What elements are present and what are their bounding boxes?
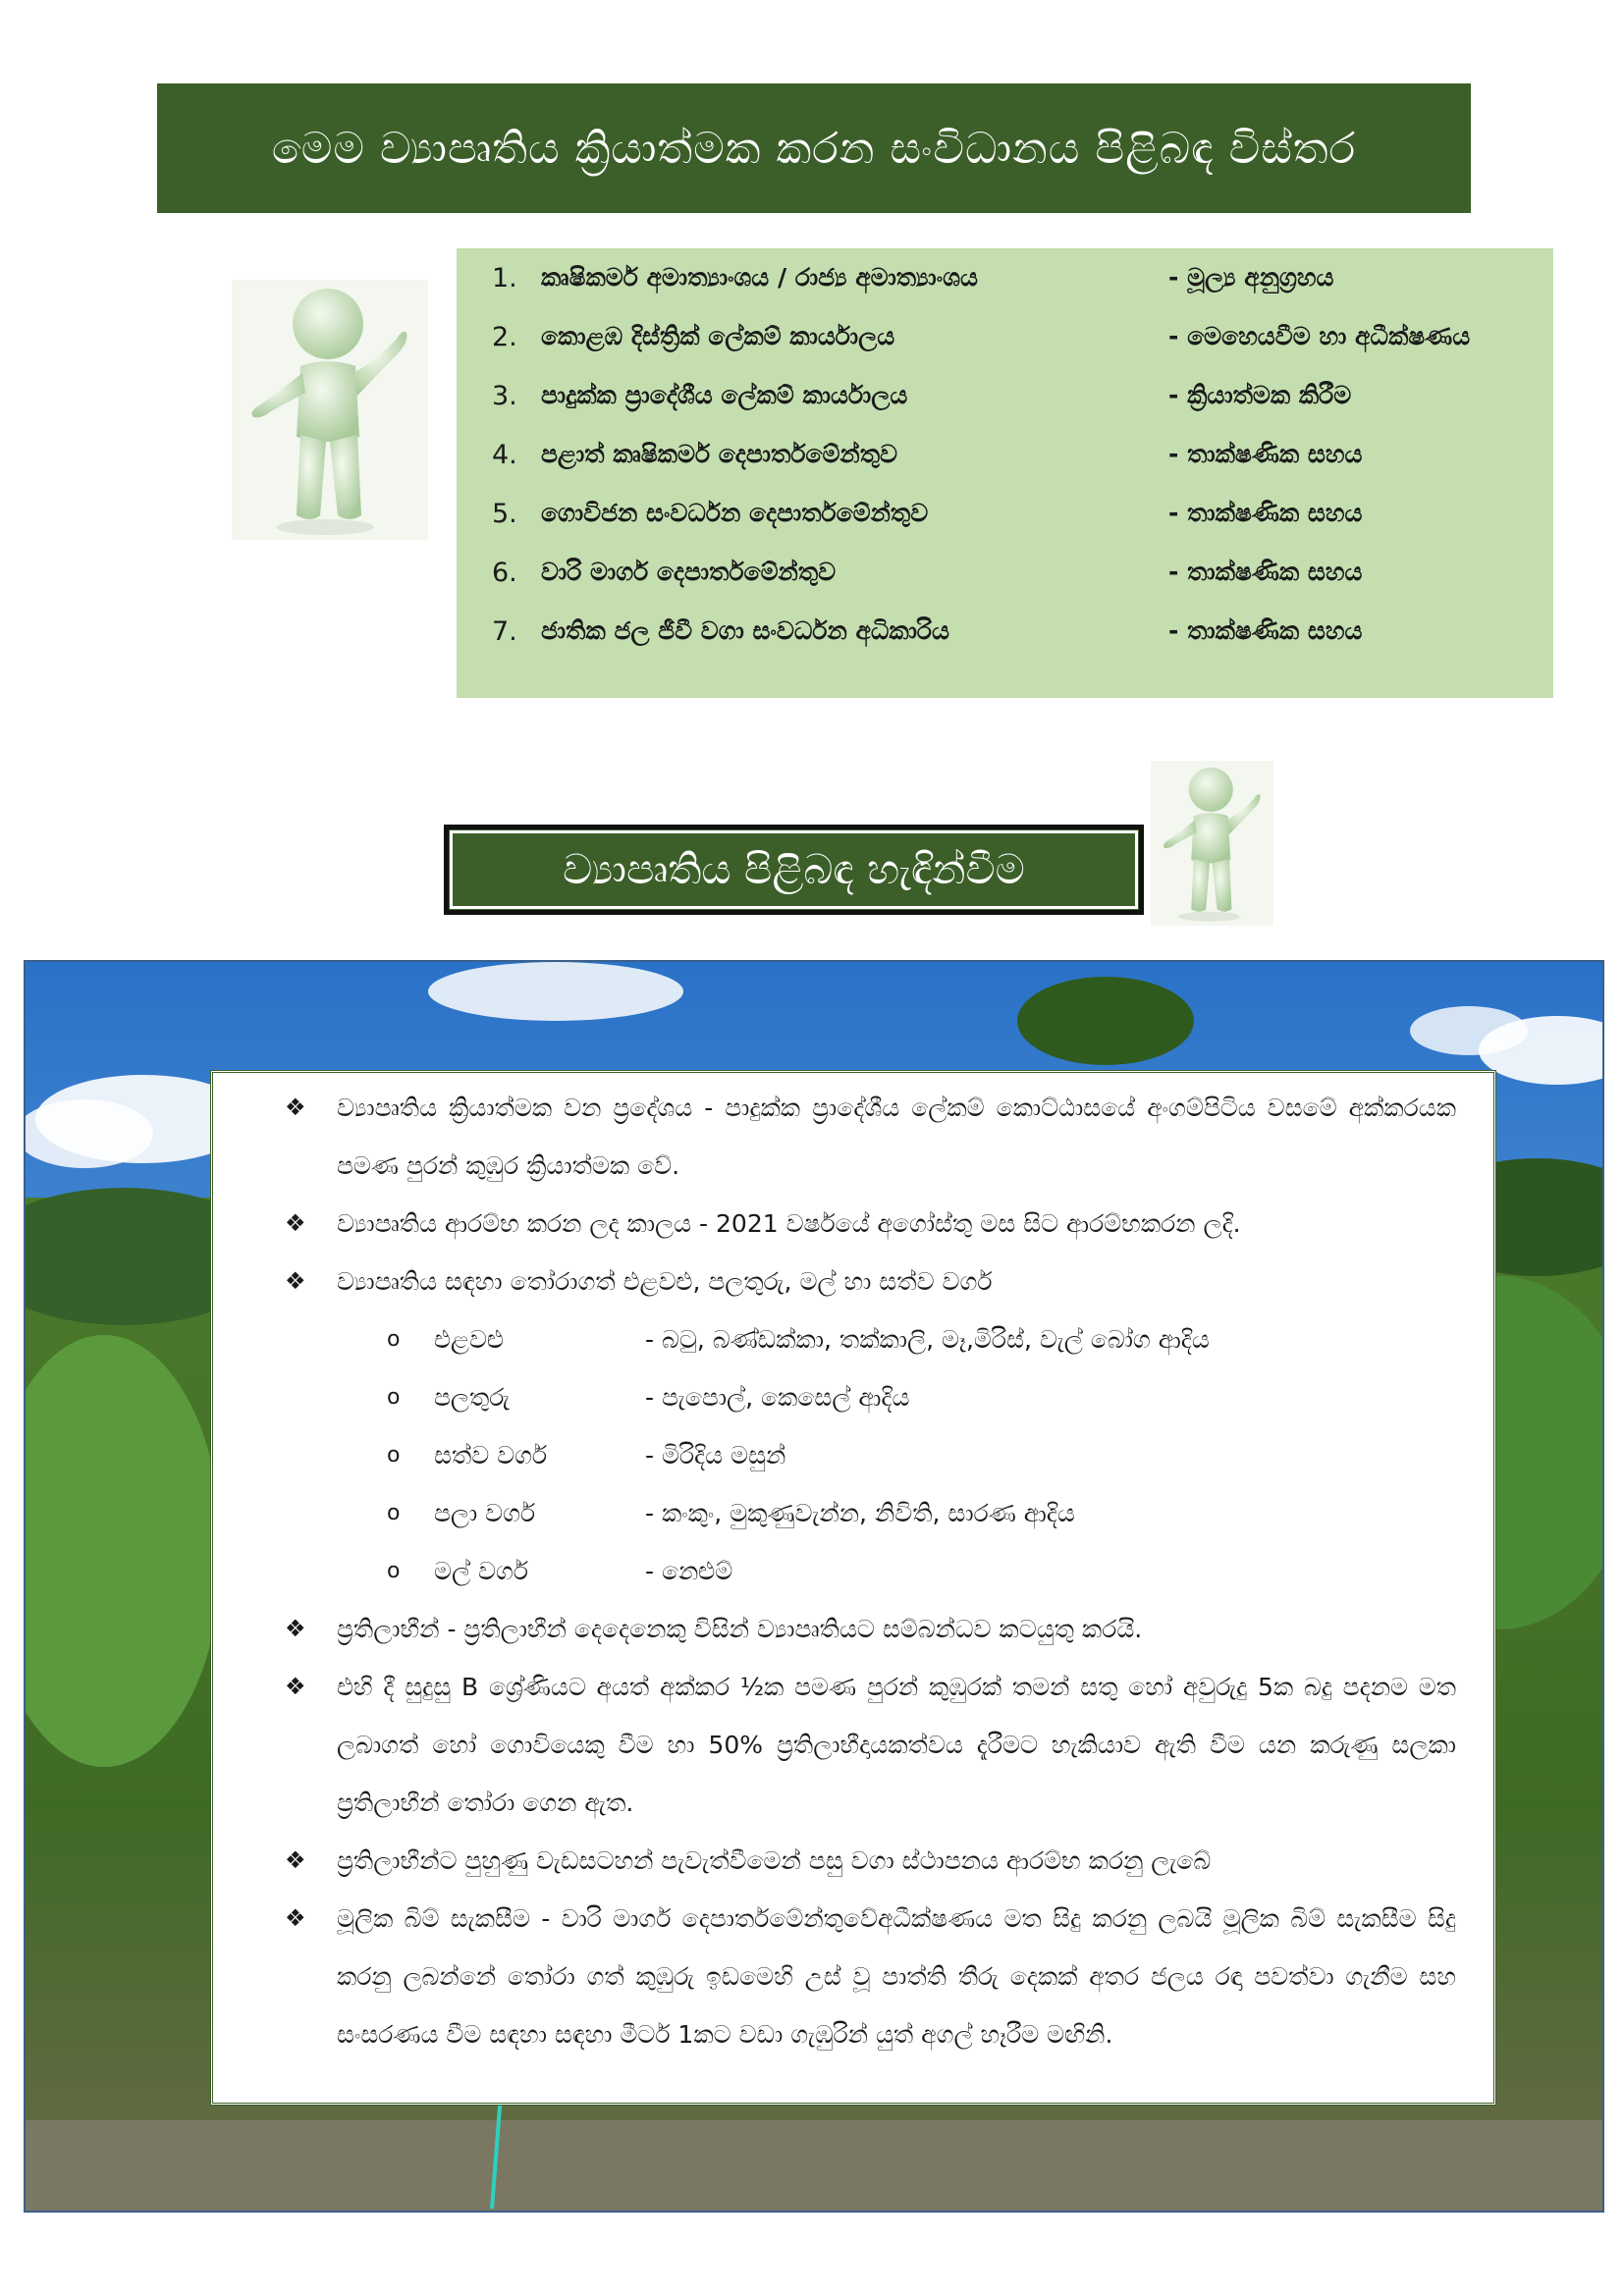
crop-value: - පැපොල්, කෙසෙල් ආදිය [645,1383,910,1412]
crop-value: - මිරිදිය මසුන් [645,1441,786,1469]
agency-role: - තාක්ෂණික සහය [1168,616,1363,645]
list-item [457,494,1553,533]
item-number: 2. [492,321,517,352]
item-number: 5. [492,498,517,529]
item-number: 7. [492,615,517,647]
diamond-bullet-icon: ❖ [285,1904,306,1932]
list-item [457,612,1553,651]
detail-text: ව්‍යාපෘතිය ක්‍රියාත්මක වන ප්‍රදේශය - පාදුක්ක ප්‍රාදේශීය ලේකම් කොට්ඨාසයේ අංගම්පිටිය වසමේ අක්කරයක පමණ පුරන් කුඹුර ක්‍රියාත්මක වේ. [337,1094,1456,1180]
agency-role: - ක්‍රියාත්මක කිරීම [1168,381,1352,409]
circle-bullet-icon: o [387,1385,401,1410]
item-number: 4. [492,439,517,470]
agency-name: වාරි මාර්ග දෙපාර්තමේන්තුව [541,558,837,586]
diamond-bullet-icon: ❖ [285,1615,306,1642]
presenter-figure-illustration [1151,761,1273,926]
item-number: 1. [492,262,517,294]
circle-bullet-icon: o [387,1501,401,1525]
detail-text: ව්‍යාපෘතිය සඳහා තෝරාගත් එළවළු, පලතුරු, මල් හා සත්ව වර්ග [337,1267,993,1296]
agency-name: කොළඹ දිස්ත්‍රික් ලේකම් කාර්යාලය [541,322,895,350]
agency-role: - මෙහෙයවීම හා අධීක්ෂණය [1168,322,1471,350]
agency-name: පාදුක්ක ප්‍රාදේශීය ලේකම් කාර්යාලය [541,381,908,409]
crop-label: සත්ව වර්ග [434,1441,548,1469]
section-title-banner [444,825,1144,915]
presenter-figure-illustration [232,280,428,540]
detail-text: ප්‍රතිලාභීන්ට පුහුණු වැඩසටහන් පැවැත්වීමෙන් පසු වගා ස්ථාපනය ආරම්භ කරනු ලැබේ [337,1846,1212,1875]
agency-role: - මූල්‍ය අනුග්‍රහය [1168,263,1334,292]
list-item [457,553,1553,592]
item-number: 3. [492,380,517,411]
crop-label: පලතුරු [434,1383,511,1412]
agency-role: - තාක්ෂණික සහය [1168,499,1363,527]
list-item [457,435,1553,474]
circle-bullet-icon: o [387,1559,401,1583]
diamond-bullet-icon: ❖ [285,1846,306,1874]
diamond-bullet-icon: ❖ [285,1673,306,1700]
crop-value: - කංකුං, මුකුණුවැන්න, නිවිති, සාරණ ආදිය [645,1499,1075,1527]
crop-value: - නෙළුම් [645,1557,733,1585]
diamond-bullet-icon: ❖ [285,1094,306,1121]
crop-label: මල් වර්ග [434,1557,528,1585]
circle-bullet-icon: o [387,1327,401,1352]
circle-bullet-icon: o [387,1443,401,1468]
detail-text: එහි දී සුදුසු B ශ්‍රේණියට අයත් අක්කර ½ක පමණ පුරන් කුඹුරක් තමන් සතු හෝ අවුරුදු 5ක බදු පදනම මත ලබාගත් හෝ ගොවියෙකු වීම හා 50% ප්‍රතිලාභීදායකත්වය දැරීමට හැකියාව ඇති වීම යන කරුණු සලකා ප්‍රතිලාභීන් තෝරා ගෙන ඇත. [337,1673,1456,1817]
diamond-bullet-icon: ❖ [285,1209,306,1237]
crop-value: - බටු, බණ්ඩක්කා, තක්කාලි, මෑ,මිරිස්, වැල් බෝග ආදිය [645,1325,1210,1354]
diamond-bullet-icon: ❖ [285,1267,306,1295]
agency-role: - තාක්ෂණික සහය [1168,558,1363,586]
detail-text: ප්‍රතිලාභීන් - ප්‍රතිලාභීන් දෙදෙනෙකු විසින් ව්‍යාපෘතියට සම්බන්ධව කටයුතු කරයි. [337,1615,1143,1643]
crop-label: එළවළු [434,1325,504,1354]
agency-name: කෘෂිකර්ම අමාත්‍යාංශය / රාජ්‍ය අමාත්‍යාංශය [541,263,978,292]
agency-list [457,248,1553,698]
detail-text: මූලික බිම් සැකසීම - වාරි මාර්ග දෙපාර්තමේන්තුවේඅධීක්ෂණය මත සිදු කරනු ලබයි මූලික බිම් සැකසීම සිදු කරනු ලබන්නේ තෝරා ගත් කුඹුරු ඉඩමෙහි උස් වූ පාත්ති තීරු දෙකක් අතර ජලය රඳා පවත්වා ගැනීම සහ සංසරණය වීම සඳහා සඳහා මීටර් 1කට වඩා ගැඹුරින් යුත් අගල් හෑරීම මඟිනි. [337,1904,1456,2049]
section-title: ව්‍යාපෘතිය පිළිබඳ හැඳින්වීම [563,845,1025,893]
list-item [457,317,1553,356]
farm-photo-panel [24,960,1604,2213]
agency-name: ගොවිජන සංවර්ධන දෙපාර්තමේන්තුව [541,499,929,527]
project-details-box [210,1070,1496,2106]
agency-name: පළාත් කෘෂිකර්ම දෙපාර්තමේන්තුව [541,440,898,468]
page-title-banner [157,83,1471,213]
agency-role: - තාක්ෂණික සහය [1168,440,1363,468]
list-item [457,376,1553,415]
list-item [457,258,1553,297]
agency-name: ජාතික ජල ජීවී වගා සංවර්ධන අධිකාරිය [541,616,949,645]
item-number: 6. [492,557,517,588]
crop-label: පලා වර්ග [434,1499,536,1527]
page-title: මෙම ව්‍යාපෘතිය ක්‍රියාත්මක කරන සංවිධානය පිළිබඳ විස්තර [271,123,1357,174]
detail-text: ව්‍යාපෘතිය ආරම්භ කරන ලද කාලය - 2021 වර්ෂයේ අගෝස්තු මස සිට ආරම්භකරන ලදි. [337,1209,1241,1238]
